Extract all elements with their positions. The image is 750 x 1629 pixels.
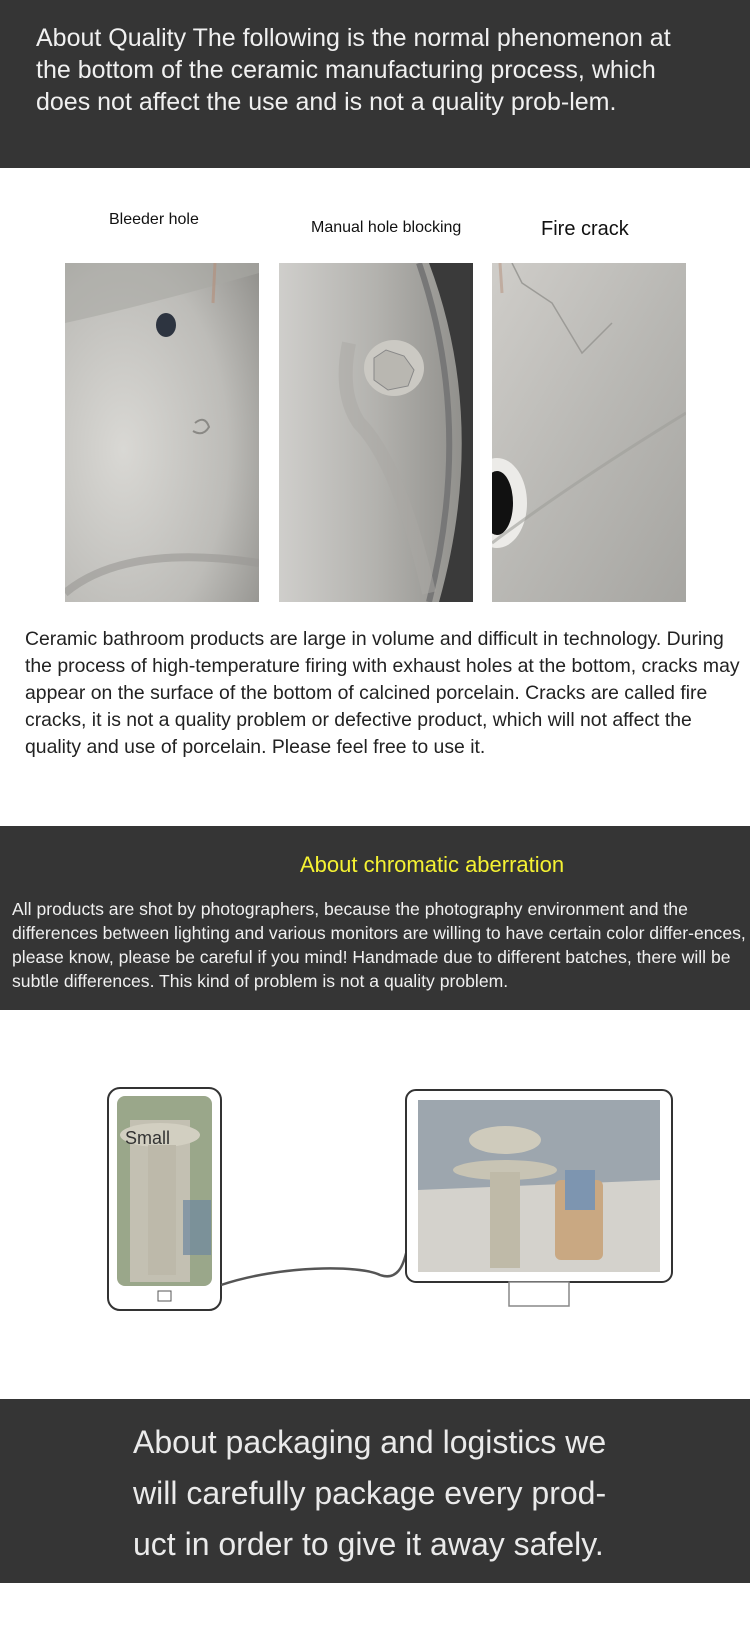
quality-banner <box>0 0 750 168</box>
quality-heading: About Quality The following is the normal phenomenon at the bottom of the ceramic manufacturing process, which does not affect the use and is not a quality prob-lem. <box>36 24 671 116</box>
fire-crack-caption: Fire crack <box>541 218 629 240</box>
packaging-heading: About packaging and logistics we will carefully package every prod-uct in order to give it away safely. <box>133 1424 607 1562</box>
packaging-banner <box>0 1399 750 1583</box>
monitor-icon <box>406 1090 672 1306</box>
manual-hole-blocking-caption: Manual hole blocking <box>311 219 462 236</box>
firing-explanation: Ceramic bathroom products are large in volume and difficult in technology. During the process of high-temperature firing with exhaust holes at the bottom, cracks may appear on the surface of the bottom of calcined porcelain. Cracks are called fire cracks, it is not a quality problem or defective product, which will not affect the quality and use of porcelain. Please feel free to use it. <box>25 628 740 758</box>
phone-screen-label: Small <box>125 1128 171 1148</box>
bleeder-hole-caption: Bleeder hole <box>109 211 199 228</box>
bleeder-hole-photo <box>65 263 259 602</box>
chromatic-banner <box>0 826 750 1010</box>
phone-monitor-illustration <box>0 1060 750 1330</box>
manual-hole-blocking-photo <box>279 263 473 602</box>
chromatic-explanation: All products are shot by photographers, because the photography environment and the differences between lighting and various monitors are willing to have certain color differ-ences, please know, please be careful if you mind! Handmade due to different batches, there will be subtle differences. This kind of problem is not a quality problem. <box>12 899 746 991</box>
phone-icon <box>108 1088 221 1310</box>
fire-crack-photo <box>492 263 686 602</box>
chromatic-heading: About chromatic aberration <box>300 852 565 877</box>
